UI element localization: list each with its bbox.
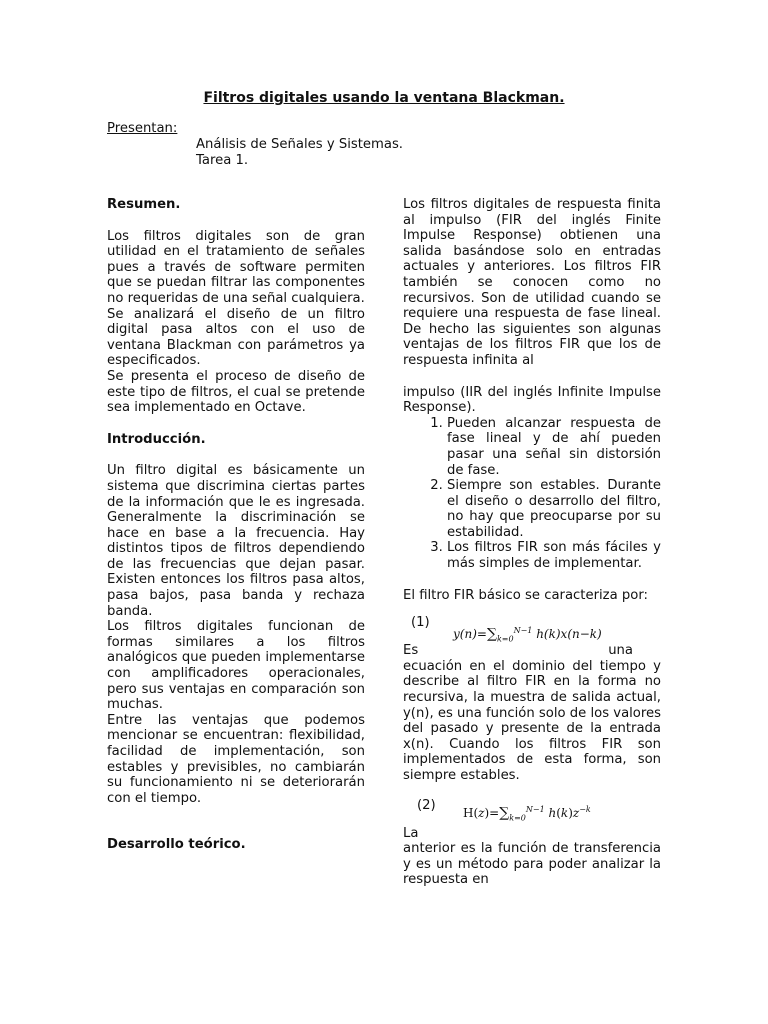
equation-1-row [403, 615, 661, 649]
list-item: 2. Siempre son estables. Durante el diseño o desarrollo del filtro, no hay que preocuparse por su estabilidad. [447, 478, 661, 540]
affiliation-line-1: Análisis de Señales y Sistemas. [196, 137, 404, 152]
advantages-list [403, 416, 661, 572]
left-column [107, 197, 365, 853]
fir-paragraph-2: impulso (IIR del inglés Infinite Impulse Response). [403, 384, 661, 416]
affiliation-line-2: Tarea 1. [196, 153, 249, 168]
list-item: 1. Pueden alcanzar respuesta de fase lineal y de ahí pueden pasar una señal sin distorsión de fase. [447, 416, 661, 478]
equation-2-label: (2) [417, 797, 436, 813]
una-word: una [608, 643, 633, 659]
fir-paragraph-5: anterior es la función de transferencia y es un método para poder analizar la respuesta en [403, 841, 661, 888]
resumen-paragraph-1: Los filtros digitales son de gran utilidad en el tratamiento de señales pues a través de software permiten que se puedan filtrar las componentes no requeridas de una señal cualquiera. [107, 228, 365, 306]
equation-1-label: (1) [411, 615, 430, 631]
equation-2: $H(z)=\sum_{k=0}^{N-1}$ $h(k)z^{-k}$ [463, 804, 591, 822]
fir-paragraph-3: El filtro FIR básico se caracteriza por: [403, 587, 648, 603]
introduccion-heading: Introducción. [107, 431, 206, 447]
presentan-label: Presentan: [107, 121, 178, 136]
fir-paragraph-4: ecuación en el dominio del tiempo y describe al filtro FIR en la forma no recursiva, la muestra de salida actual, y(n), es una función solo de los valores del pasado y presente de la entrada x(n). Cuando los filtros FIR son implementados de esta forma, son siempre estables. [403, 658, 661, 783]
intro-paragraph-2: Los filtros digitales funcionan de formas similares a los filtros analógicos que pueden implementarse con amplificadores operacionales, pero sus ventajas en comparación son muchas. [107, 619, 365, 713]
right-column [403, 197, 661, 888]
paper-title: Filtros digitales usando la ventana Blackman. [203, 90, 565, 106]
intro-paragraph-1: Un filtro digital es básicamente un sistema que discrimina ciertas partes de la información que le es ingresada. Generalmente la discriminación se hace en base a la frecuencia. Hay distintos tipos de filtros dependiendo de las frecuencias que dejan pasar. Existen entonces los filtros pasa altos, pasa bajos, pasa banda y rechaza banda. [107, 463, 365, 619]
fir-paragraph-1: Los filtros digitales de respuesta finita al impulso (FIR del inglés Finite Impulse Response) obtienen una salida basándose solo en entradas actuales y anteriores. Los filtros FIR también se conocen como no recursivos. Son de utilidad cuando se requiere una respuesta de fase lineal. De hecho las siguientes son algunas ventajas de los filtros FIR que los de respuesta infinita al [403, 197, 661, 368]
desarrollo-heading: Desarrollo teórico. [107, 837, 246, 853]
la-word: La [403, 825, 419, 841]
es-word: Es [403, 643, 419, 659]
intro-paragraph-3: Entre las ventajas que podemos mencionar se encuentran: flexibilidad, facilidad de implementación, son estables y previsibles, no cambiarán su funcionamiento ni se deteriorarán con el tiempo. [107, 712, 365, 806]
list-item: 3. Los filtros FIR son más fáciles y más simples de implementar. [447, 540, 661, 571]
equation-1: $y(n)=\sum_{k=0}^{N-1}$ h(k)x(n−k) [453, 626, 602, 644]
equation-2-row [403, 798, 661, 832]
resumen-paragraph-3: Se presenta el proceso de diseño de este tipo de filtros, el cual se pretende sea implementado en Octave. [107, 368, 365, 416]
resumen-paragraph-2: Se analizará el diseño de un filtro digital pasa altos con el uso de ventana Blackman con parámetros ya especificados. [107, 306, 365, 369]
resumen-heading: Resumen. [107, 197, 181, 212]
